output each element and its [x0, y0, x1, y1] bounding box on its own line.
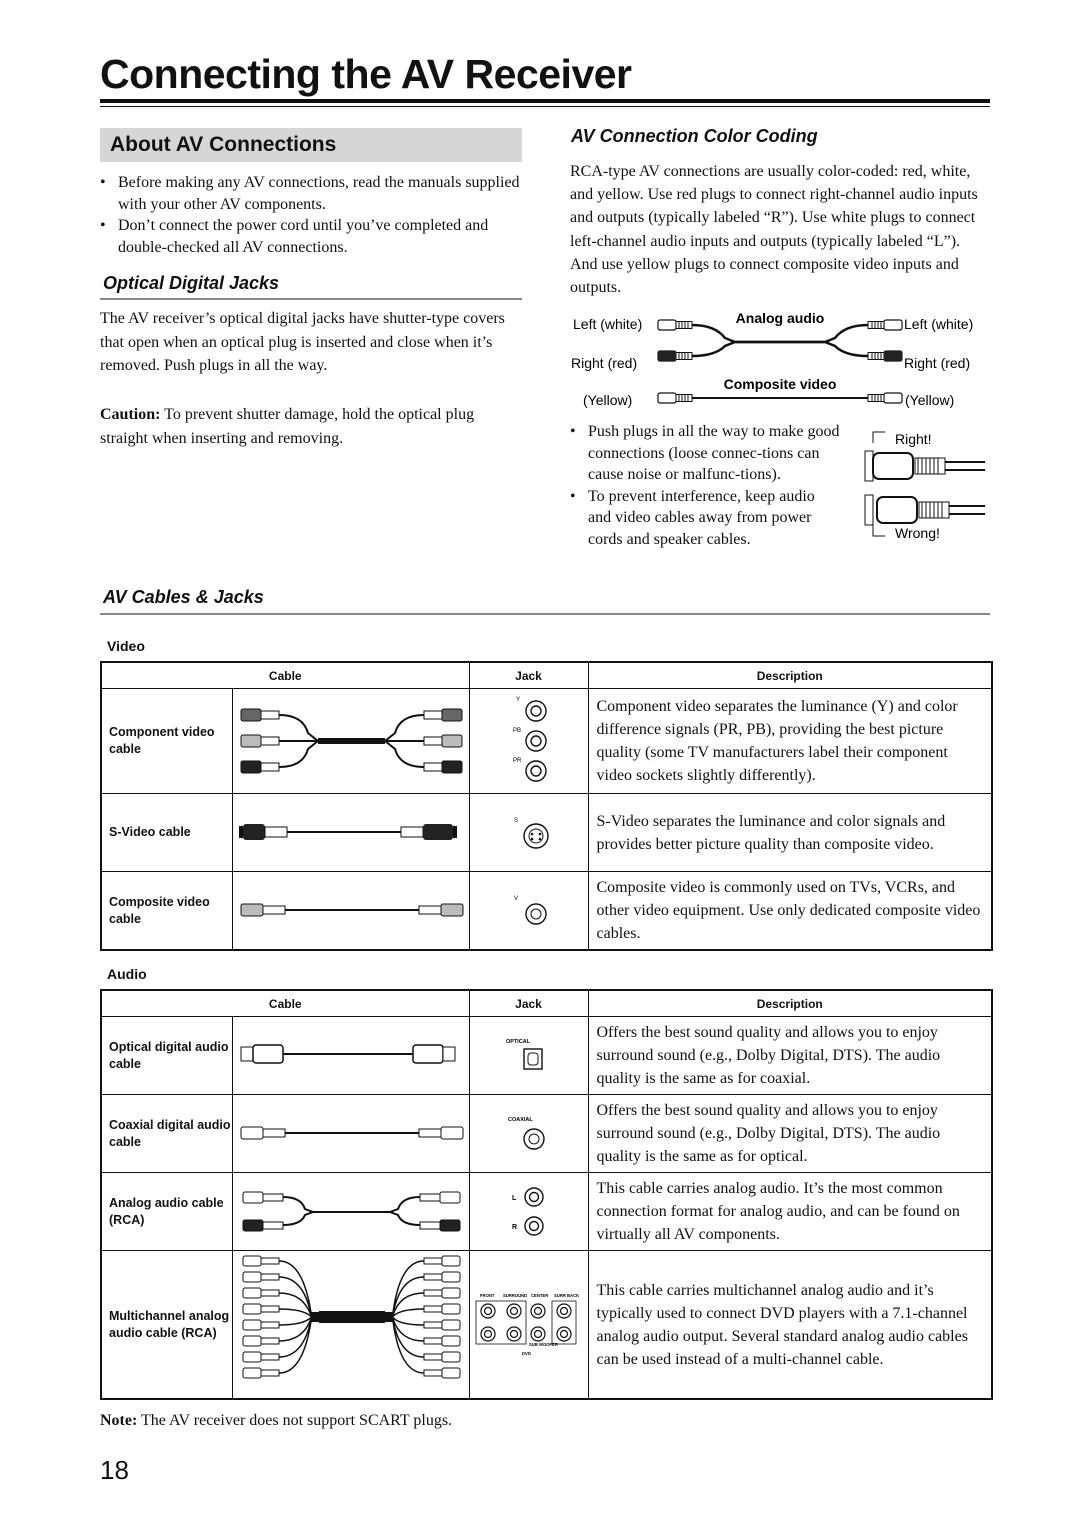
pr-jack-label: PR: [512, 758, 521, 764]
l-jack-label: L: [511, 1195, 516, 1202]
yellow-label-right: (Yellow): [905, 392, 955, 408]
tip-item: • To prevent interference, keep audio and video cables away from power cords and speaker cables.: [570, 486, 840, 551]
cable-description: S-Video separates the luminance and color signals and provides better picture quality than composite video.: [588, 794, 992, 872]
optical-rule: [100, 298, 522, 300]
jack-illustration: [469, 1173, 588, 1251]
cable-name: S-Video cable: [101, 794, 232, 872]
optical-jack-label: OPTICAL: [505, 1039, 530, 1045]
table-row: [101, 794, 992, 872]
right-red-label: Right (red): [571, 355, 638, 371]
analog-cable-icon: [233, 1173, 470, 1250]
cable-column-header: Cable: [101, 662, 469, 689]
right-red-label-right: Right (red): [904, 355, 971, 371]
table-header-row: [101, 662, 992, 689]
description-column-header: Description: [588, 662, 992, 689]
table-row: [101, 1173, 992, 1251]
jack-illustration: [469, 1251, 588, 1400]
surr-back-jack-label: SURR BACK: [553, 1293, 579, 1298]
cable-column-header: Cable: [101, 990, 469, 1017]
cable-illustration: [232, 1251, 469, 1400]
page-title: Connecting the AV Receiver: [100, 51, 632, 97]
jack-column-header: Jack: [469, 662, 588, 689]
cables-rule: [100, 613, 990, 615]
page-number: 18: [100, 1455, 129, 1485]
multichannel-jack-icon: [470, 1251, 589, 1398]
tip-item: • Push plugs in all the way to make good connections (loose connec-tions can cause noise or malfunc-tions).: [570, 421, 840, 486]
cable-description: Component video separates the luminance (Y) and color difference signals (PR, PB), providing the best picture quality (some TV manufacturers label their component video sockets slightly differently).: [588, 689, 992, 794]
cable-name: Analog audio cable (RCA): [101, 1173, 232, 1251]
table-row: [101, 1017, 992, 1095]
cable-description: Composite video is commonly used on TVs, VCRs, and other video equipment. Use only dedicated composite video cables.: [588, 872, 992, 951]
cable-description: This cable carries multichannel analog audio and it’s typically used to connect DVD players with a 7.1-channel analog audio output. Several standard analog audio cables can be used instead of a multi-channel cable.: [588, 1251, 992, 1400]
cable-illustration: [232, 689, 469, 794]
cable-description: Offers the best sound quality and allows you to enjoy surround sound (e.g., Dolby Digital, DTS). The audio quality is the same as for optical.: [588, 1095, 992, 1173]
optical-jack-icon: [470, 1017, 589, 1094]
jack-column-header: Jack: [469, 990, 588, 1017]
analog-jack-icon: [470, 1173, 589, 1250]
cable-name: Optical digital audio cable: [101, 1017, 232, 1095]
jack-illustration: [469, 1095, 588, 1173]
cable-illustration: [232, 1017, 469, 1095]
audio-cables-table: [100, 989, 993, 1400]
optical-cable-icon: [233, 1017, 470, 1094]
dvd-jack-label: DVD: [521, 1351, 531, 1356]
subwoofer-jack-label: SUB WOOFER: [528, 1342, 558, 1347]
about-heading: About AV Connections: [110, 133, 337, 156]
cable-description: Offers the best sound quality and allows you to enjoy surround sound (e.g., Dolby Digital, DTS). The audio quality is the same as for coaxial.: [588, 1017, 992, 1095]
composite-video-label: Composite video: [723, 376, 837, 392]
note-text: The AV receiver does not support SCART plugs.: [137, 1412, 453, 1429]
front-jack-label: FRONT: [479, 1293, 494, 1298]
table-row: [101, 1251, 992, 1400]
cable-illustration: [232, 1173, 469, 1251]
y-jack-label: Y: [515, 697, 520, 703]
color-coding-diagram: [565, 308, 995, 418]
jack-illustration: [469, 794, 588, 872]
connection-tips: [570, 421, 840, 550]
jack-illustration: [469, 689, 588, 794]
s-jack-label: S: [513, 818, 518, 824]
composite-cable-icon: [233, 872, 470, 949]
color-coding-paragraph: RCA-type AV connections are usually color-coded: red, white, and yellow. Use red plugs to connect right-channel audio inputs and outputs (typically labeled “R”). Use white plugs to connect left-channel audio inputs and outputs (typically labeled “L”). And use yellow plugs to connect composite video inputs and outputs.: [570, 163, 978, 297]
caution-label: Caution:: [100, 406, 161, 423]
jack-illustration: [469, 872, 588, 951]
cables-heading: AV Cables & Jacks: [103, 587, 264, 607]
left-white-label: Left (white): [573, 316, 643, 332]
title-rule-thin: [100, 106, 990, 107]
yellow-label: (Yellow): [583, 392, 633, 408]
s-video-cable-icon: [233, 794, 470, 871]
table-row: [101, 689, 992, 794]
cable-name: Multichannel analog audio cable (RCA): [101, 1251, 232, 1400]
video-cables-table: [100, 661, 993, 951]
optical-paragraph: The AV receiver’s optical digital jacks have shutter-type covers that open when an optical plug is inserted and close when it’s removed. Push plugs in all the way.: [100, 310, 505, 374]
plug-insertion-diagram: [855, 425, 990, 545]
note-paragraph: [100, 1409, 800, 1433]
pb-jack-label: PB: [512, 728, 521, 734]
cable-name: Coaxial digital audio cable: [101, 1095, 232, 1173]
multichannel-cable-icon: [233, 1251, 470, 1398]
cable-illustration: [232, 1095, 469, 1173]
left-white-label-right: Left (white): [904, 316, 974, 332]
r-jack-label: R: [511, 1224, 517, 1231]
wrong-label: Wrong!: [895, 525, 940, 541]
about-bullet: • Before making any AV connections, read the manuals supplied with your other AV components.: [100, 172, 522, 215]
right-plug-white: [868, 320, 902, 330]
composite-plug-left: [658, 393, 692, 403]
coaxial-jack-icon: [470, 1095, 589, 1172]
caution-text: To prevent shutter damage, hold the optical plug straight when inserting and removing.: [100, 406, 475, 447]
s-video-jack-icon: [470, 794, 589, 871]
table-row: [101, 1095, 992, 1173]
composite-jack-icon: [470, 872, 589, 949]
composite-plug-right: [868, 393, 902, 403]
analog-audio-label: Analog audio: [735, 310, 825, 326]
table-row: [101, 872, 992, 951]
coaxial-jack-label: COAXIAL: [507, 1117, 533, 1123]
cable-name: Component video cable: [101, 689, 232, 794]
about-bullet: • Don’t connect the power cord until you’ve completed and double-checked all AV connections.: [100, 215, 522, 258]
cable-description: This cable carries analog audio. It’s the most common connection format for analog audio, and can be found on virtually all AV components.: [588, 1173, 992, 1251]
audio-section-label: Audio: [107, 966, 147, 982]
optical-heading: Optical Digital Jacks: [103, 273, 280, 293]
video-section-label: Video: [107, 638, 145, 654]
title-rule: [100, 99, 990, 103]
color-coding-heading: AV Connection Color Coding: [571, 126, 818, 146]
jack-illustration: [469, 1017, 588, 1095]
component-jack-icon: [470, 689, 589, 793]
right-label: Right!: [895, 431, 932, 447]
surround-jack-label: SURROUND: [502, 1293, 527, 1298]
v-jack-label: V: [513, 896, 518, 902]
cable-illustration: [232, 872, 469, 951]
description-column-header: Description: [588, 990, 992, 1017]
about-bullets: [100, 172, 522, 258]
component-cable-icon: [233, 689, 470, 793]
cable-illustration: [232, 794, 469, 872]
caution-paragraph: [100, 403, 524, 450]
center-jack-label: CENTER: [530, 1293, 548, 1298]
cable-name: Composite video cable: [101, 872, 232, 951]
table-header-row: [101, 990, 992, 1017]
left-plug-white: [658, 320, 692, 330]
note-label: Note:: [100, 1412, 138, 1429]
coaxial-cable-icon: [233, 1095, 470, 1172]
